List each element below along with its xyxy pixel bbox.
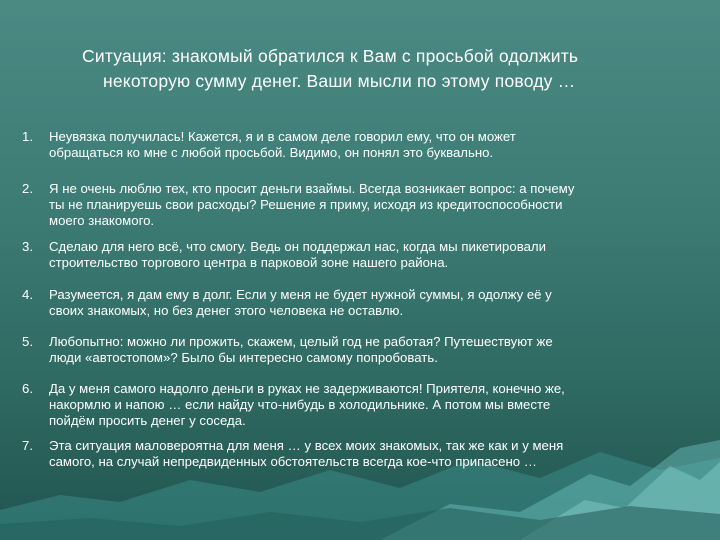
item-text-line: своих знакомых, но без денег этого человека не оставлю. bbox=[49, 303, 404, 318]
list-item bbox=[22, 181, 720, 229]
item-number: 3. bbox=[22, 239, 33, 254]
item-number: 2. bbox=[22, 181, 33, 196]
item-text-line: строительство торгового центра в парковой зоне нашего района. bbox=[49, 255, 449, 270]
title-line-2: некоторую сумму денег. Ваши мысли по этому поводу … bbox=[103, 71, 576, 91]
item-number: 5. bbox=[22, 334, 33, 349]
item-number: 1. bbox=[22, 129, 33, 144]
list-item bbox=[22, 287, 720, 319]
item-text-line: люди «автостопом»? Было бы интересно самому попробовать. bbox=[49, 350, 438, 365]
title-line-1: Ситуация: знакомый обратился к Вам с просьбой одолжить bbox=[82, 46, 579, 66]
item-text-line: самого, на случай непредвиденных обстоятельств всегда кое-что припасено … bbox=[49, 454, 537, 469]
item-text-line: Любопытно: можно ли прожить, скажем, целый год не работая? Путешествуют же bbox=[49, 334, 553, 349]
list-item bbox=[22, 438, 720, 470]
list-item bbox=[22, 239, 720, 271]
list-item bbox=[22, 129, 720, 161]
item-text-line: ты не планируешь свои расходы? Решение я приму, исходя из кредитоспособности bbox=[49, 197, 563, 212]
item-text-line: пойдём просить денег у соседа. bbox=[49, 413, 246, 428]
item-number: 6. bbox=[22, 381, 33, 396]
slide-title bbox=[60, 44, 680, 94]
item-text-line: моего знакомого. bbox=[49, 213, 155, 228]
item-text-line: обращаться ко мне с любой просьбой. Видимо, он понял это буквально. bbox=[49, 145, 494, 160]
item-number: 7. bbox=[22, 438, 33, 453]
item-text-line: Эта ситуация маловероятна для меня … у всех моих знакомых, так же как и у меня bbox=[49, 438, 564, 453]
item-text-line: Разумеется, я дам ему в долг. Если у меня не будет нужной суммы, я одолжу её у bbox=[49, 287, 552, 302]
item-text-line: Я не очень люблю тех, кто просит деньги взаймы. Всегда возникает вопрос: а почему bbox=[49, 181, 575, 196]
list-item bbox=[22, 334, 720, 366]
list-item bbox=[22, 381, 720, 429]
item-text-line: Да у меня самого надолго деньги в руках не задерживаются! Приятеля, конечно же, bbox=[49, 381, 565, 396]
item-text-line: Неувязка получилась! Кажется, я и в самом деле говорил ему, что он может bbox=[49, 129, 516, 144]
item-number: 4. bbox=[22, 287, 33, 302]
item-text-line: Сделаю для него всё, что смогу. Ведь он поддержал нас, когда мы пикетировали bbox=[49, 239, 546, 254]
item-text-line: накормлю и напою … если найду что-нибудь в холодильнике. А потом мы вместе bbox=[49, 397, 551, 412]
